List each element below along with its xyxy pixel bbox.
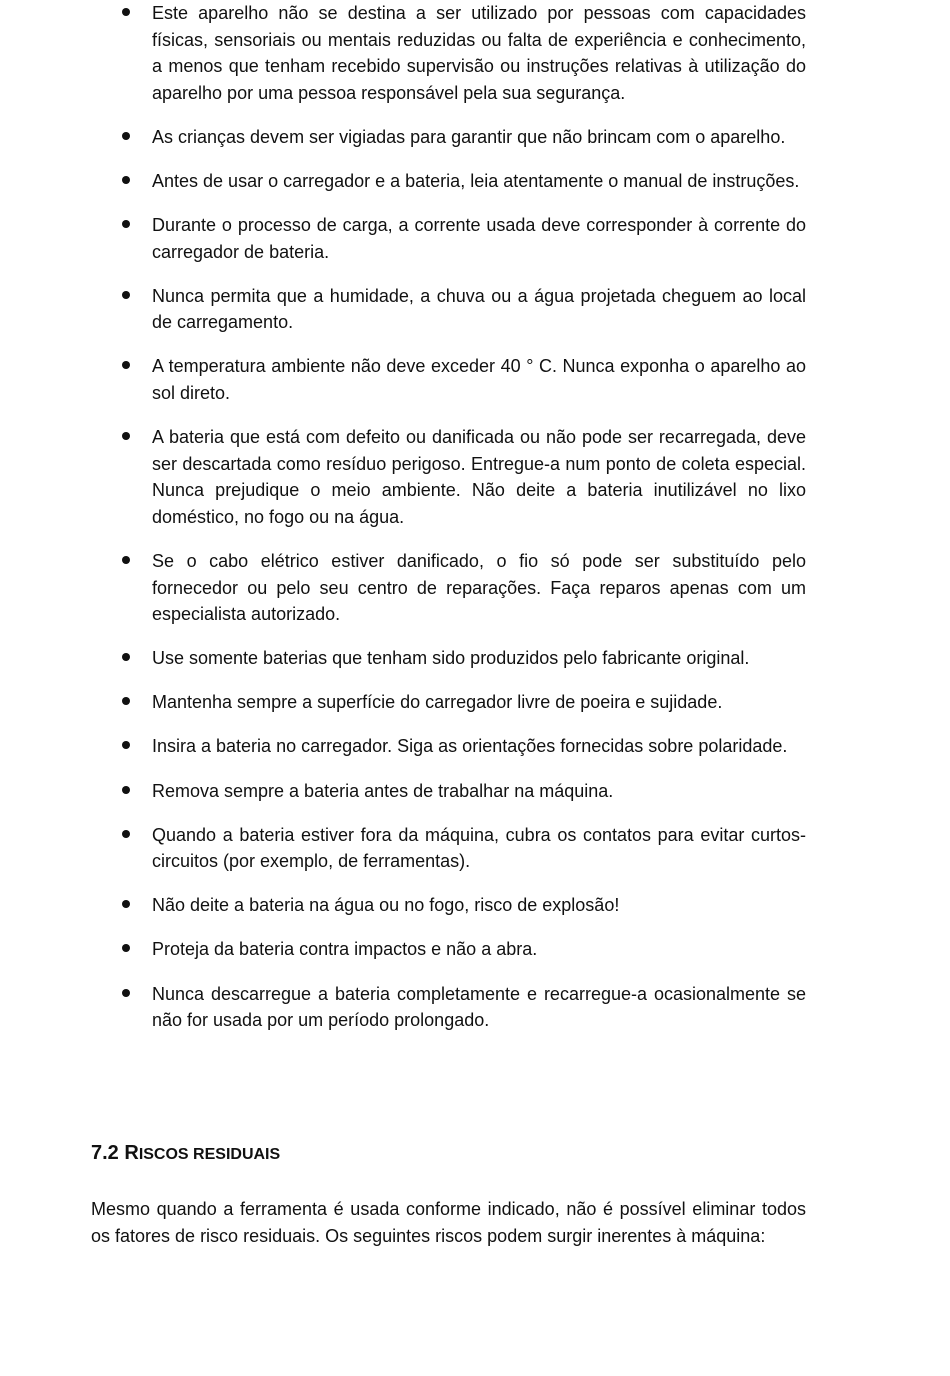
bullet-icon bbox=[122, 8, 130, 16]
list-item-text: Antes de usar o carregador e a bateria, leia atentamente o manual de instruções. bbox=[152, 170, 800, 191]
list-item bbox=[152, 981, 806, 1034]
bullet-icon bbox=[122, 989, 130, 997]
bullet-icon bbox=[122, 176, 130, 184]
list-item-text: A temperatura ambiente não deve exceder 40 ° C. Nunca exponha o aparelho ao sol direto. bbox=[152, 356, 806, 404]
list-item bbox=[152, 733, 806, 760]
list-item-text: Remova sempre a bateria antes de trabalhar na máquina. bbox=[152, 780, 614, 801]
list-item-text: Nunca permita que a humidade, a chuva ou a água projetada cheguem ao local de carregamento. bbox=[152, 285, 806, 333]
list-item-text: Este aparelho não se destina a ser utilizado por pessoas com capacidades físicas, sensoriais ou mentais reduzidas ou falta de experiência e conhecimento, a menos que tenham recebido supervisão ou instruções relativas à utilização do aparelho por uma pessoa responsável pela sua segurança. bbox=[152, 3, 806, 103]
list-item-text: Quando a bateria estiver fora da máquina, cubra os contatos para evitar curtos-circuitos (por exemplo, de ferramentas). bbox=[152, 824, 806, 872]
list-item bbox=[152, 892, 806, 919]
bullet-icon bbox=[122, 900, 130, 908]
bullet-icon bbox=[122, 432, 130, 440]
list-item-text: As crianças devem ser vigiadas para garantir que não brincam com o aparelho. bbox=[152, 126, 786, 147]
bullet-icon bbox=[122, 220, 130, 228]
bullet-icon bbox=[122, 291, 130, 299]
list-item bbox=[152, 822, 806, 875]
list-item bbox=[152, 689, 806, 716]
list-item bbox=[152, 212, 806, 265]
list-item-text: Durante o processo de carga, a corrente usada deve corresponder à corrente do carregador de bateria. bbox=[152, 215, 806, 262]
bullet-icon bbox=[122, 697, 130, 705]
body-paragraph: Mesmo quando a ferramenta é usada conforme indicado, não é possível eliminar todos os fatores de risco residuais. Os seguintes riscos podem surgir inerentes à máquina: bbox=[91, 1199, 806, 1246]
bullet-icon bbox=[122, 786, 130, 794]
list-item bbox=[152, 936, 806, 963]
list-item-text: Mantenha sempre a superfície do carregador livre de poeira e sujidade. bbox=[152, 692, 723, 713]
list-item bbox=[152, 778, 806, 805]
list-item-text: Proteja da bateria contra impactos e não a abra. bbox=[152, 939, 538, 960]
list-item-text: Se o cabo elétrico estiver danificado, o fio só pode ser substituído pelo fornecedor ou pelo seu centro de reparações. Faça reparos apenas com um especialista autorizado. bbox=[152, 551, 806, 625]
section-title: ISCOS RESIDUAIS bbox=[138, 1146, 281, 1163]
list-item-text: A bateria que está com defeito ou danificada ou não pode ser recarregada, deve ser descartada como resíduo perigoso. Entregue-a num ponto de coleta especial. Nunca prejudique o meio ambiente. Não deite a bateria inutilizável no lixo doméstico, no fogo ou na água. bbox=[152, 427, 806, 527]
bullet-icon bbox=[122, 653, 130, 661]
bullet-icon bbox=[122, 132, 130, 140]
list-item bbox=[152, 124, 806, 151]
list-item bbox=[152, 548, 806, 628]
list-item-text: Nunca descarregue a bateria completamente e recarregue-a ocasionalmente se não for usada por um período prolongado. bbox=[152, 983, 806, 1031]
list-item bbox=[152, 353, 806, 406]
section-number: 7.2 R bbox=[91, 1142, 139, 1164]
list-item-text: Insira a bateria no carregador. Siga as orientações fornecidas sobre polaridade. bbox=[152, 736, 788, 757]
list-item bbox=[152, 645, 806, 672]
bullet-icon bbox=[122, 741, 130, 749]
list-item-text: Use somente baterias que tenham sido produzidos pelo fabricante original. bbox=[152, 648, 750, 669]
bullet-icon bbox=[122, 361, 130, 369]
list-item bbox=[152, 0, 806, 106]
safety-bullet-list bbox=[152, 0, 806, 1051]
bullet-icon bbox=[122, 944, 130, 952]
list-item bbox=[152, 424, 806, 530]
bullet-icon bbox=[122, 830, 130, 838]
section-heading bbox=[91, 1139, 280, 1169]
bullet-icon bbox=[122, 556, 130, 564]
list-item-text: Não deite a bateria na água ou no fogo, risco de explosão! bbox=[152, 895, 620, 916]
list-item bbox=[152, 283, 806, 336]
list-item bbox=[152, 168, 806, 195]
